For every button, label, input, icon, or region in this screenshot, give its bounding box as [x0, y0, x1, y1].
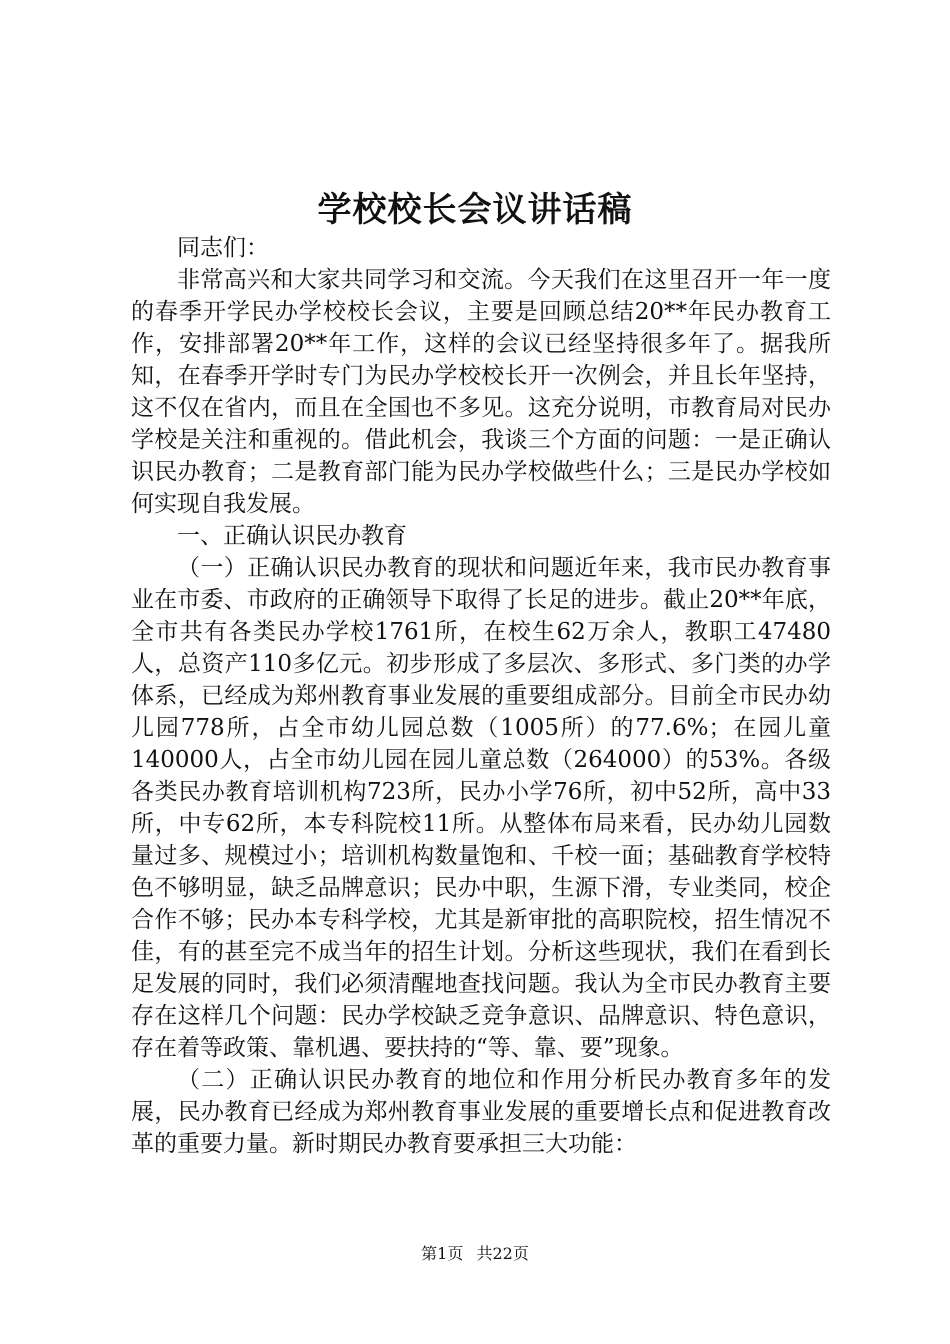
page-footer [0, 1242, 950, 1266]
subsection-paragraph-2: （二）正确认识民办教育的地位和作用分析民办教育多年的发展，民办教育已经成为郑州教育事业发展的重要增长点和促进教育改革的重要力量。新时期民办教育要承担三大功能： [131, 1067, 831, 1157]
document-title: 学校校长会议讲话稿 [317, 190, 633, 230]
page-number: 第1页 [421, 1244, 464, 1263]
document-body [131, 232, 831, 1160]
section-heading: 一、正确认识民办教育 [177, 523, 407, 549]
intro-paragraph: 非常高兴和大家共同学习和交流。今天我们在这里召开一年一度的春季开学民办学校校长会议，主要是回顾总结20**年民办教育工作，安排部署20**年工作，这样的会议已经坚持很多年了。据我所知，在春季开学时专门为民办学校校长开一次例会，并且长年坚持，这不仅在省内，而且在全国也不多见。这充分说明，市教育局对民办学校是关注和重视的。借此机会，我谈三个方面的问题：一是正确认识民办教育；二是教育部门能为民办学校做些什么；三是民办学校如何实现自我发展。 [131, 267, 831, 517]
page-total: 共22页 [476, 1244, 529, 1263]
salutation-paragraph: 同志们： [177, 235, 269, 261]
subsection-paragraph-1: （一）正确认识民办教育的现状和问题近年来，我市民办教育事业在市委、市政府的正确领导下取得了长足的进步。截止20**年底，全市共有各类民办学校1761所，在校生62万余人，教职工47480人，总资产110多亿元。初步形成了多层次、多形式、多门类的办学体系，已经成为郑州教育事业发展的重要组成部分。目前全市民办幼儿园778所，占全市幼儿园总数（1005所）的77.6%；在园儿童140000人，占全市幼儿园在园儿童总数（264000）的53%。各级各类民办教育培训机构723所，民办小学76所，初中52所，高中33所，中专62所，本专科院校11所。从整体布局来看，民办幼儿园数量过多、规模过小；培训机构数量饱和、千校一面；基础教育学校特色不够明显，缺乏品牌意识；民办中职，生源下滑，专业类同，校企合作不够；民办本专科学校，尤其是新审批的高职院校，招生情况不佳，有的甚至完不成当年的招生计划。分析这些现状，我们在看到长足发展的同时，我们必须清醒地查找问题。我认为全市民办教育主要存在这样几个问题：民办学校缺乏竞争意识、品牌意识、特色意识，存在着等政策、靠机遇、要扶持的“等、靠、要”现象。 [131, 555, 831, 1061]
